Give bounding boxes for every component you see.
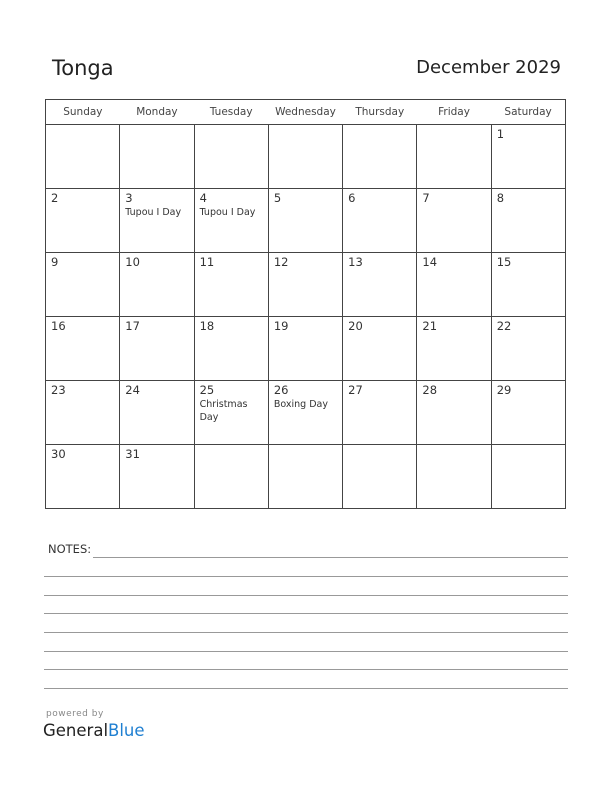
day-cell <box>194 253 268 317</box>
note-line <box>44 595 568 596</box>
day-cell <box>268 253 342 317</box>
day-cell <box>417 253 491 317</box>
holiday-name: Tupou I Day <box>125 207 182 218</box>
day-cell <box>491 125 565 189</box>
day-cell <box>343 317 417 381</box>
day-number: 30 <box>51 447 66 461</box>
day-cell <box>120 253 194 317</box>
day-number: 5 <box>273 191 282 205</box>
day-cell <box>343 381 417 445</box>
day-number: 19 <box>273 319 289 333</box>
day-number: 9 <box>51 255 59 269</box>
day-number: 8 <box>496 191 505 205</box>
day-number: 14 <box>422 255 438 269</box>
week-row <box>46 189 566 253</box>
holiday-name: Tupou I Day <box>199 207 256 218</box>
day-number: 28 <box>422 383 438 397</box>
day-cell <box>491 253 565 317</box>
day-number: 7 <box>422 191 430 205</box>
day-number: 25 <box>199 383 215 397</box>
holiday-name: Boxing Day <box>273 399 328 410</box>
powered-by-text: powered by <box>46 709 104 719</box>
note-line <box>44 576 568 577</box>
day-cell <box>120 381 194 445</box>
weekday-tuesday: Tuesday <box>194 100 268 125</box>
day-number: 10 <box>125 255 140 269</box>
day-cell <box>417 445 491 509</box>
holiday-name: Christmas Day <box>199 399 248 423</box>
day-number: 3 <box>125 191 133 205</box>
day-cell <box>120 189 194 253</box>
day-number: 2 <box>51 191 59 205</box>
week-row <box>46 317 566 381</box>
day-cell <box>46 445 120 509</box>
day-number: 17 <box>125 319 140 333</box>
week-row <box>46 445 566 509</box>
day-cell <box>491 381 565 445</box>
day-number: 18 <box>199 319 215 333</box>
note-line <box>44 651 568 652</box>
day-cell <box>268 445 342 509</box>
note-line <box>44 613 568 614</box>
day-cell <box>46 253 120 317</box>
brand-blue: Blue <box>108 721 145 740</box>
day-number: 24 <box>125 383 140 397</box>
day-cell <box>194 445 268 509</box>
day-cell <box>194 125 268 189</box>
day-number: 31 <box>125 447 140 461</box>
calendar-grid <box>45 99 566 509</box>
day-number: 4 <box>199 191 207 205</box>
note-line <box>44 632 568 633</box>
day-cell <box>120 445 194 509</box>
day-number: 16 <box>51 319 66 333</box>
day-number: 20 <box>348 319 363 333</box>
country-title: Tonga <box>52 56 114 80</box>
weekday-sunday: Sunday <box>46 100 120 125</box>
day-number: 27 <box>348 383 363 397</box>
day-cell <box>194 189 268 253</box>
day-cell <box>120 125 194 189</box>
day-cell <box>343 445 417 509</box>
day-cell <box>120 317 194 381</box>
day-number: 22 <box>496 319 512 333</box>
day-number: 29 <box>496 383 512 397</box>
day-number: 23 <box>51 383 66 397</box>
day-number: 15 <box>496 255 512 269</box>
day-cell <box>46 381 120 445</box>
note-line <box>44 688 568 689</box>
day-cell <box>46 317 120 381</box>
day-cell <box>194 317 268 381</box>
day-cell <box>417 381 491 445</box>
brand-general: General <box>43 721 109 740</box>
day-cell <box>417 317 491 381</box>
weekday-friday: Friday <box>417 100 491 125</box>
day-number: 21 <box>422 319 438 333</box>
month-year-title: December 2029 <box>416 57 561 78</box>
day-number: 11 <box>199 255 215 269</box>
day-cell <box>268 189 342 253</box>
day-cell <box>194 381 268 445</box>
weekday-saturday: Saturday <box>491 100 565 125</box>
day-cell <box>46 189 120 253</box>
day-cell <box>343 253 417 317</box>
weekday-header-row <box>46 100 566 125</box>
day-cell <box>417 189 491 253</box>
day-cell <box>268 125 342 189</box>
week-row <box>46 253 566 317</box>
day-cell <box>46 125 120 189</box>
weekday-thursday: Thursday <box>343 100 417 125</box>
day-cell <box>417 125 491 189</box>
day-cell <box>343 189 417 253</box>
weekday-wednesday: Wednesday <box>268 100 342 125</box>
day-number: 1 <box>496 127 505 141</box>
brand-logo[interactable] <box>43 721 145 740</box>
day-cell <box>491 189 565 253</box>
note-line <box>93 557 568 558</box>
note-line <box>44 669 568 670</box>
day-number: 12 <box>273 255 289 269</box>
day-number: 26 <box>273 383 289 397</box>
notes-label: NOTES: <box>48 542 92 556</box>
day-cell <box>491 317 565 381</box>
week-row <box>46 125 566 189</box>
day-number: 13 <box>348 255 363 269</box>
weekday-monday: Monday <box>120 100 194 125</box>
week-row <box>46 381 566 445</box>
day-cell <box>343 125 417 189</box>
day-cell <box>268 381 342 445</box>
day-cell <box>268 317 342 381</box>
day-number: 6 <box>348 191 356 205</box>
day-cell <box>491 445 565 509</box>
